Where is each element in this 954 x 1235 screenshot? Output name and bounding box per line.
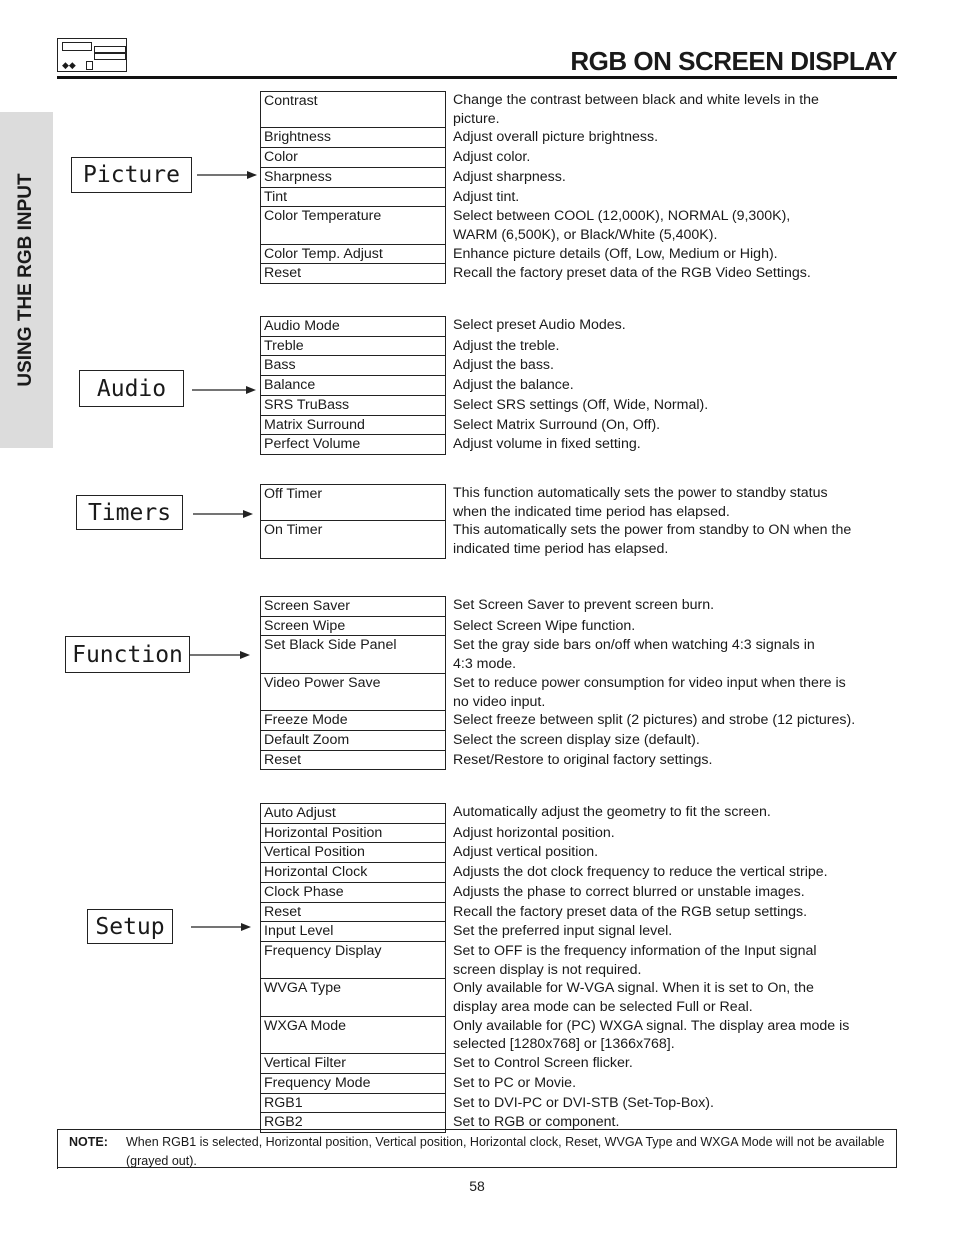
table-row [260, 396, 900, 416]
setting-description [446, 91, 900, 128]
description-line: selected [1280x768] or [1366x768]. [453, 1036, 675, 1053]
table-row [260, 803, 900, 824]
description-line: Select SRS settings (Off, Wide, Normal). [453, 396, 709, 413]
settings-table-function [260, 596, 900, 770]
description-line: This automatically sets the power from standby to ON when the [453, 522, 852, 539]
description-line: Set to DVI-PC or DVI-STB (Set-Top-Box). [453, 1094, 714, 1111]
table-row [260, 674, 900, 711]
description-line: Adjust overall picture brightness. [453, 129, 659, 146]
description-line: picture. [453, 110, 500, 127]
setting-description [446, 1074, 900, 1094]
setting-description [446, 617, 900, 637]
table-row [260, 128, 900, 148]
setting-description [446, 1017, 900, 1054]
setting-name: WXGA Mode [260, 1017, 446, 1054]
setting-name: Frequency Mode [260, 1074, 446, 1094]
setting-name: Frequency Display [260, 942, 446, 979]
description-line: Set the gray side bars on/off when watching 4:3 signals in [453, 637, 815, 654]
setting-description [446, 1054, 900, 1074]
setting-name: Off Timer [260, 484, 446, 521]
setting-description [446, 636, 900, 673]
setting-description [446, 731, 900, 751]
setting-description [446, 824, 900, 844]
setting-name: Vertical Filter [260, 1054, 446, 1074]
setting-name: Audio Mode [260, 316, 446, 337]
description-line: Adjust sharpness. [453, 168, 566, 185]
side-tab [0, 112, 53, 448]
setting-name: Bass [260, 356, 446, 376]
setting-name: Color [260, 148, 446, 168]
setting-description [446, 883, 900, 903]
title-rule [57, 76, 897, 79]
settings-table-timers [260, 484, 900, 559]
setting-name: Set Black Side Panel [260, 636, 446, 673]
description-line: Set the preferred input signal level. [453, 923, 673, 940]
description-line: This function automatically sets the power to standby status [453, 485, 828, 501]
description-line: Select between COOL (12,000K), NORMAL (9,300K), [453, 208, 791, 225]
description-line: when the indicated time period has elapsed. [453, 503, 730, 520]
setting-description [446, 751, 900, 771]
description-line: Adjust the bass. [453, 357, 554, 374]
setting-name: RGB2 [260, 1113, 446, 1133]
table-row [260, 521, 900, 558]
setting-name: Freeze Mode [260, 711, 446, 731]
table-row [260, 264, 900, 284]
setting-name: Sharpness [260, 168, 446, 188]
setting-name: WVGA Type [260, 979, 446, 1016]
setting-name: Balance [260, 376, 446, 396]
setting-description [446, 168, 900, 188]
setting-name: Perfect Volume [260, 435, 446, 455]
table-row [260, 863, 900, 883]
menu-label-picture: Picture [71, 157, 192, 193]
description-line: Set to OFF is the frequency information of the Input signal [453, 942, 817, 959]
page-number: 58 [469, 1178, 485, 1194]
setting-description [446, 711, 900, 731]
table-row [260, 337, 900, 357]
table-row [260, 376, 900, 396]
setting-name: Horizontal Position [260, 824, 446, 844]
settings-table-picture [260, 91, 900, 284]
setting-description [446, 979, 900, 1016]
description-line: Automatically adjust the geometry to fit the screen. [453, 804, 771, 820]
description-line: Recall the factory preset data of the RGB setup settings. [453, 903, 808, 920]
setting-name: On Timer [260, 521, 446, 558]
description-line: Set to RGB or component. [453, 1114, 620, 1131]
table-row [260, 751, 900, 771]
description-line: display area mode can be selected Full or Real. [453, 999, 753, 1016]
table-row [260, 484, 900, 521]
setting-description [446, 843, 900, 863]
description-line: Select the screen display size (default). [453, 731, 700, 748]
setting-name: Tint [260, 188, 446, 208]
setting-name: Video Power Save [260, 674, 446, 711]
table-row [260, 617, 900, 637]
setting-name: Color Temperature [260, 207, 446, 244]
setting-name: Reset [260, 751, 446, 771]
table-row [260, 922, 900, 942]
description-line: Adjusts the phase to correct blurred or unstable images. [453, 883, 805, 900]
description-line: Adjust the treble. [453, 337, 560, 354]
settings-table-audio [260, 316, 900, 455]
description-line: Adjust tint. [453, 188, 520, 205]
arrow-right-icon [192, 385, 256, 395]
setting-description [446, 207, 900, 244]
menu-label-function: Function [65, 636, 190, 673]
description-line: Adjust color. [453, 149, 531, 166]
description-line: Adjust volume in fixed setting. [453, 436, 641, 453]
description-line: no video input. [453, 693, 546, 710]
description-line: Adjusts the dot clock frequency to reduce the vertical stripe. [453, 864, 828, 881]
description-line: Enhance picture details (Off, Low, Medium or High). [453, 245, 778, 262]
setting-name: Vertical Position [260, 843, 446, 863]
setting-description [446, 376, 900, 396]
table-row [260, 596, 900, 617]
table-row [260, 245, 900, 265]
setting-description [446, 264, 900, 284]
setting-name: Reset [260, 264, 446, 284]
arrow-right-icon [191, 922, 251, 932]
setting-description [446, 674, 900, 711]
menu-label-setup: Setup [87, 909, 173, 944]
table-row [260, 883, 900, 903]
settings-table-setup [260, 803, 900, 1133]
description-line: Adjust vertical position. [453, 844, 599, 861]
description-line: Set to PC or Movie. [453, 1074, 577, 1091]
setting-name: Clock Phase [260, 883, 446, 903]
setting-description [446, 435, 900, 455]
setting-name: Reset [260, 903, 446, 923]
description-line: Change the contrast between black and white levels in the [453, 92, 819, 108]
setting-description [446, 416, 900, 436]
setting-description [446, 863, 900, 883]
setting-name: Color Temp. Adjust [260, 245, 446, 265]
setting-name: Default Zoom [260, 731, 446, 751]
description-line: screen display is not required. [453, 961, 642, 978]
setting-description [446, 188, 900, 208]
page-title: RGB ON SCREEN DISPLAY [570, 46, 897, 76]
table-row [260, 356, 900, 376]
description-line: Reset/Restore to original factory settings. [453, 751, 713, 768]
setting-name: Screen Wipe [260, 617, 446, 637]
table-row [260, 316, 900, 337]
table-row [260, 731, 900, 751]
setting-name: Input Level [260, 922, 446, 942]
description-line: Recall the factory preset data of the RGB Video Settings. [453, 265, 811, 282]
table-row [260, 207, 900, 244]
description-line: 4:3 mode. [453, 656, 517, 673]
table-row [260, 148, 900, 168]
setting-name: Matrix Surround [260, 416, 446, 436]
setting-name: RGB1 [260, 1094, 446, 1114]
setting-description [446, 803, 900, 824]
table-row [260, 91, 900, 128]
table-row [260, 1054, 900, 1074]
description-line: Only available for (PC) WXGA signal. The display area mode is [453, 1017, 850, 1034]
setting-description [446, 1094, 900, 1114]
description-line: Set to Control Screen flicker. [453, 1055, 633, 1072]
setting-description [446, 316, 900, 337]
table-row [260, 416, 900, 436]
setting-description [446, 521, 900, 558]
side-tab-label: USING THE RGB INPUT [15, 173, 36, 387]
arrow-right-icon [190, 650, 250, 660]
table-row [260, 711, 900, 731]
setting-description [446, 148, 900, 168]
description-line: Set to reduce power consumption for video input when there is [453, 674, 846, 691]
setting-name: Auto Adjust [260, 803, 446, 824]
table-row [260, 1017, 900, 1054]
description-line: Select Screen Wipe function. [453, 617, 636, 634]
menu-label-audio: Audio [79, 370, 184, 407]
description-line: Select freeze between split (2 pictures) and strobe (12 pictures). [453, 712, 856, 729]
setting-description [446, 337, 900, 357]
description-line: Only available for W-VGA signal. When it is set to On, the [453, 980, 814, 997]
setting-description [446, 922, 900, 942]
setting-name: Brightness [260, 128, 446, 148]
setting-description [446, 942, 900, 979]
note-label: NOTE: [69, 1135, 108, 1149]
tv-device-icon: ◆◆ [57, 38, 127, 72]
setting-description [446, 903, 900, 923]
table-row [260, 188, 900, 208]
setting-name: Contrast [260, 91, 446, 128]
table-row [260, 636, 900, 673]
arrow-right-icon [193, 509, 253, 519]
table-row [260, 1074, 900, 1094]
setting-name: SRS TruBass [260, 396, 446, 416]
description-line: Select preset Audio Modes. [453, 317, 626, 333]
note-box [57, 1129, 897, 1168]
setting-description [446, 484, 900, 521]
table-row [260, 1094, 900, 1114]
setting-name: Screen Saver [260, 596, 446, 617]
table-row [260, 168, 900, 188]
arrow-right-icon [197, 170, 257, 180]
description-line: indicated time period has elapsed. [453, 541, 669, 558]
description-line: Adjust the balance. [453, 377, 574, 394]
note-text: When RGB1 is selected, Horizontal position, Vertical position, Horizontal clock, Reset, WVGA Type and WXGA Mode will not be available (grayed out). [126, 1135, 885, 1168]
table-row [260, 903, 900, 923]
table-row [260, 843, 900, 863]
table-row [260, 435, 900, 455]
description-line: Adjust horizontal position. [453, 824, 615, 841]
setting-name: Treble [260, 337, 446, 357]
menu-label-timers: Timers [76, 495, 183, 530]
description-line: WARM (6,500K), or Black/White (5,400K). [453, 226, 718, 243]
setting-description [446, 128, 900, 148]
table-row [260, 942, 900, 979]
setting-description [446, 356, 900, 376]
description-line: Select Matrix Surround (On, Off). [453, 416, 661, 433]
table-row [260, 979, 900, 1016]
setting-description [446, 396, 900, 416]
setting-name: Horizontal Clock [260, 863, 446, 883]
setting-description [446, 596, 900, 617]
table-row [260, 824, 900, 844]
setting-description [446, 245, 900, 265]
description-line: Set Screen Saver to prevent screen burn. [453, 597, 715, 613]
